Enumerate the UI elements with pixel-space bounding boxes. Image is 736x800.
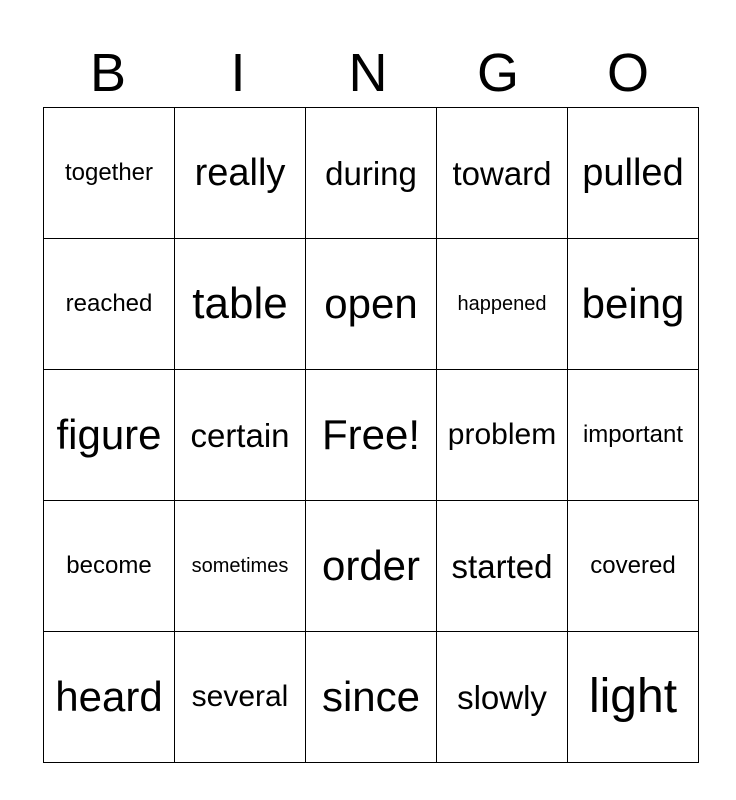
bingo-cell: toward [437, 108, 568, 239]
bingo-cell: since [306, 632, 437, 763]
header-letter-b: B [89, 43, 127, 103]
bingo-grid [43, 107, 699, 763]
bingo-cell: table [175, 239, 306, 370]
bingo-cell: during [306, 108, 437, 239]
bingo-cell: become [44, 501, 175, 632]
bingo-cell: certain [175, 370, 306, 501]
bingo-cell: reached [44, 239, 175, 370]
grid-row [44, 108, 699, 239]
bingo-cell: together [44, 108, 175, 239]
grid-row [44, 239, 699, 370]
header-letter-o: O [606, 43, 649, 103]
bingo-header [43, 40, 693, 106]
bingo-cell: problem [437, 370, 568, 501]
bingo-cell: important [568, 370, 699, 501]
bingo-cell: pulled [568, 108, 699, 239]
free-space-cell: Free! [306, 370, 437, 501]
header-letter-g: G [476, 43, 519, 103]
grid-row [44, 632, 699, 763]
grid-row [44, 370, 699, 501]
header-letter-i: I [230, 43, 246, 103]
bingo-cell: started [437, 501, 568, 632]
header-letter-n: N [348, 43, 388, 103]
grid-row [44, 501, 699, 632]
bingo-cell: being [568, 239, 699, 370]
bingo-cell: figure [44, 370, 175, 501]
bingo-cell: heard [44, 632, 175, 763]
bingo-cell: covered [568, 501, 699, 632]
bingo-cell: slowly [437, 632, 568, 763]
bingo-cell: light [568, 632, 699, 763]
bingo-cell: several [175, 632, 306, 763]
bingo-cell: really [175, 108, 306, 239]
bingo-cell: happened [437, 239, 568, 370]
bingo-cell: sometimes [175, 501, 306, 632]
bingo-cell: open [306, 239, 437, 370]
bingo-cell: order [306, 501, 437, 632]
